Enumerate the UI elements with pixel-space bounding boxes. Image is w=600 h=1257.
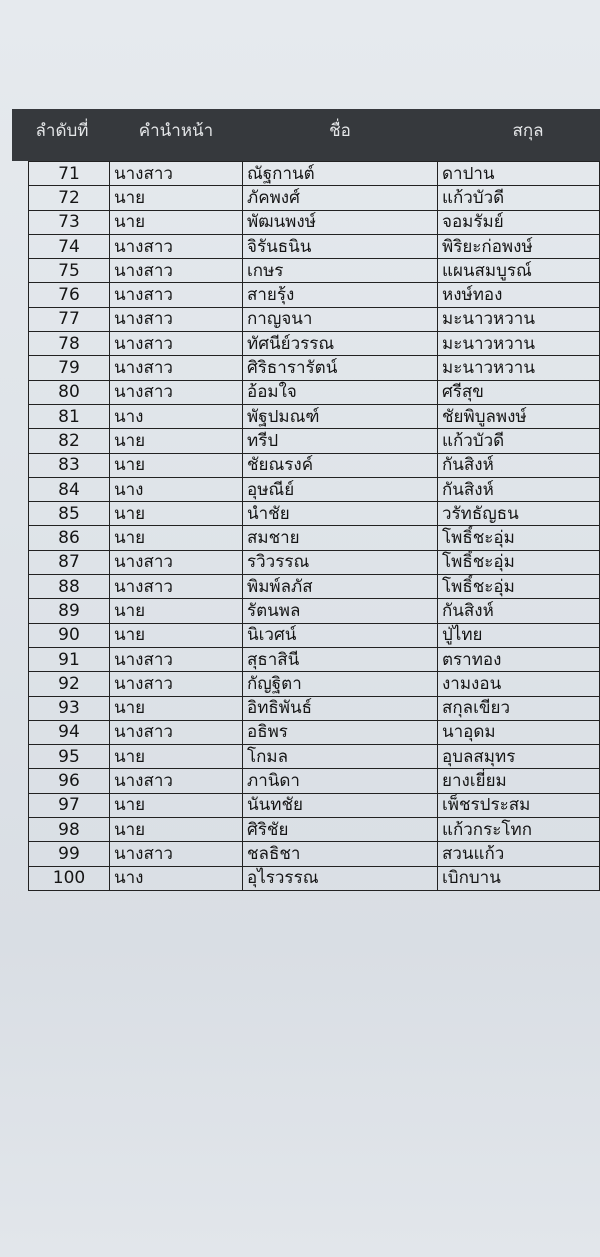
row-first-name: เกษร [243, 259, 438, 283]
table-row [29, 259, 600, 283]
row-number: 99 [29, 842, 110, 866]
row-first-name: ทัศนีย์วรรณ [243, 332, 438, 356]
table-row [29, 307, 600, 331]
row-first-name: รัตนพล [243, 599, 438, 623]
row-first-name: ชัยณรงค์ [243, 453, 438, 477]
table-row [29, 647, 600, 671]
row-last-name: กันสิงห์ [438, 477, 600, 501]
table-row [29, 234, 600, 258]
row-number: 81 [29, 404, 110, 428]
row-number: 71 [29, 162, 110, 186]
row-first-name: ทรีป [243, 429, 438, 453]
table-row [29, 429, 600, 453]
row-number: 75 [29, 259, 110, 283]
table-row [29, 720, 600, 744]
row-first-name: ศิริชัย [243, 818, 438, 842]
table-header [12, 109, 600, 161]
table-row [29, 404, 600, 428]
row-prefix: นาง [110, 866, 243, 890]
row-number: 73 [29, 210, 110, 234]
row-prefix: นาย [110, 186, 243, 210]
row-number: 87 [29, 550, 110, 574]
row-first-name: นันทชัย [243, 793, 438, 817]
table-row [29, 453, 600, 477]
row-number: 96 [29, 769, 110, 793]
table-row [29, 842, 600, 866]
row-last-name: แก้วบัวดี [438, 186, 600, 210]
header-first-name: ชื่อ [329, 121, 351, 141]
row-first-name: ภัคพงศ์ [243, 186, 438, 210]
row-number: 84 [29, 477, 110, 501]
row-last-name: ปู่ไทย [438, 623, 600, 647]
row-prefix: นาย [110, 696, 243, 720]
row-prefix: นาย [110, 429, 243, 453]
row-number: 97 [29, 793, 110, 817]
row-number: 85 [29, 502, 110, 526]
table-row [29, 575, 600, 599]
table-row [29, 210, 600, 234]
table-row [29, 162, 600, 186]
row-first-name: พัฐปมณฑ์ [243, 404, 438, 428]
row-number: 78 [29, 332, 110, 356]
row-last-name: เพ็ชรประสม [438, 793, 600, 817]
row-first-name: นิเวศน์ [243, 623, 438, 647]
row-first-name: จิรันธนิน [243, 234, 438, 258]
row-last-name: จอมรัมย์ [438, 210, 600, 234]
row-number: 95 [29, 745, 110, 769]
name-list-sheet [12, 109, 600, 891]
row-last-name: อุบลสมุทร [438, 745, 600, 769]
row-first-name: กาญจนา [243, 307, 438, 331]
table-row [29, 769, 600, 793]
table-row [29, 502, 600, 526]
row-number: 86 [29, 526, 110, 550]
row-last-name: นาอุดม [438, 720, 600, 744]
row-first-name: อ้อมใจ [243, 380, 438, 404]
table-row [29, 793, 600, 817]
row-number: 90 [29, 623, 110, 647]
row-number: 74 [29, 234, 110, 258]
row-prefix: นางสาว [110, 259, 243, 283]
row-first-name: ณัฐกานต์ [243, 162, 438, 186]
row-last-name: มะนาวหวาน [438, 356, 600, 380]
table-row [29, 332, 600, 356]
row-first-name: กัญฐิตา [243, 672, 438, 696]
row-number: 76 [29, 283, 110, 307]
row-last-name: แก้วกระโทก [438, 818, 600, 842]
row-first-name: นำชัย [243, 502, 438, 526]
row-first-name: ภานิดา [243, 769, 438, 793]
row-last-name: ชัยพิบูลพงษ์ [438, 404, 600, 428]
row-first-name: พัฒนพงษ์ [243, 210, 438, 234]
row-first-name: สุธาสินี [243, 647, 438, 671]
row-number: 94 [29, 720, 110, 744]
row-last-name: แผนสมบูรณ์ [438, 259, 600, 283]
table-row [29, 623, 600, 647]
row-prefix: นาย [110, 793, 243, 817]
header-prefix: คำนำหน้า [138, 121, 214, 141]
row-last-name: ยางเยี่ยม [438, 769, 600, 793]
row-last-name: แก้วบัวดี [438, 429, 600, 453]
row-prefix: นาย [110, 599, 243, 623]
table-row [29, 818, 600, 842]
row-prefix: นางสาว [110, 380, 243, 404]
row-last-name: ตราทอง [438, 647, 600, 671]
row-number: 98 [29, 818, 110, 842]
row-last-name: สวนแก้ว [438, 842, 600, 866]
row-last-name: พิริยะก่อพงษ์ [438, 234, 600, 258]
table-row [29, 696, 600, 720]
row-prefix: นาย [110, 210, 243, 234]
row-first-name: สมชาย [243, 526, 438, 550]
row-prefix: นางสาว [110, 234, 243, 258]
row-first-name: สายรุ้ง [243, 283, 438, 307]
row-first-name: อิทธิพันธ์ [243, 696, 438, 720]
row-number: 77 [29, 307, 110, 331]
name-table [28, 161, 600, 891]
table-row [29, 186, 600, 210]
row-prefix: นางสาว [110, 283, 243, 307]
row-last-name: โพธิ์ชะอุ่ม [438, 575, 600, 599]
row-first-name: อุไรวรรณ [243, 866, 438, 890]
row-last-name: ศรีสุข [438, 380, 600, 404]
row-last-name: สกุลเขียว [438, 696, 600, 720]
row-prefix: นางสาว [110, 769, 243, 793]
row-last-name: มะนาวหวาน [438, 307, 600, 331]
row-prefix: นาย [110, 453, 243, 477]
row-number: 72 [29, 186, 110, 210]
table-row [29, 550, 600, 574]
table-row [29, 745, 600, 769]
row-prefix: นาย [110, 502, 243, 526]
row-last-name: โพธิ์ชะอุ่ม [438, 526, 600, 550]
row-prefix: นางสาว [110, 356, 243, 380]
row-last-name: โพธิ์ชะอุ่ม [438, 550, 600, 574]
table-row [29, 526, 600, 550]
row-prefix: นางสาว [110, 550, 243, 574]
row-first-name: พิมพ์ลภัส [243, 575, 438, 599]
table-row [29, 380, 600, 404]
header-order: ลำดับที่ [35, 121, 89, 141]
row-number: 91 [29, 647, 110, 671]
row-first-name: ศิริธารารัตน์ [243, 356, 438, 380]
row-last-name: กันสิงห์ [438, 599, 600, 623]
row-number: 92 [29, 672, 110, 696]
table-row [29, 356, 600, 380]
row-prefix: นางสาว [110, 332, 243, 356]
header-last-name: สกุล [512, 121, 544, 141]
row-first-name: ชลธิชา [243, 842, 438, 866]
row-number: 82 [29, 429, 110, 453]
row-last-name: เบิกบาน [438, 866, 600, 890]
row-number: 89 [29, 599, 110, 623]
row-number: 88 [29, 575, 110, 599]
table-row [29, 477, 600, 501]
row-last-name: กันสิงห์ [438, 453, 600, 477]
row-first-name: อุษณีย์ [243, 477, 438, 501]
row-number: 83 [29, 453, 110, 477]
row-first-name: รวิวรรณ [243, 550, 438, 574]
table-row [29, 599, 600, 623]
row-last-name: มะนาวหวาน [438, 332, 600, 356]
row-number: 80 [29, 380, 110, 404]
row-last-name: งามงอน [438, 672, 600, 696]
row-number: 79 [29, 356, 110, 380]
row-prefix: นางสาว [110, 842, 243, 866]
table-row [29, 866, 600, 890]
row-last-name: วรัทธัญธน [438, 502, 600, 526]
row-prefix: นาง [110, 477, 243, 501]
table-row [29, 283, 600, 307]
row-first-name: อธิพร [243, 720, 438, 744]
row-prefix: นางสาว [110, 647, 243, 671]
row-prefix: นางสาว [110, 307, 243, 331]
row-prefix: นางสาว [110, 720, 243, 744]
row-prefix: นาย [110, 818, 243, 842]
row-prefix: นาย [110, 623, 243, 647]
row-prefix: นาย [110, 526, 243, 550]
row-prefix: นาย [110, 745, 243, 769]
row-number: 100 [29, 866, 110, 890]
row-prefix: นางสาว [110, 575, 243, 599]
row-prefix: นางสาว [110, 162, 243, 186]
row-last-name: ดาปาน [438, 162, 600, 186]
row-prefix: นาง [110, 404, 243, 428]
table-row [29, 672, 600, 696]
row-first-name: โกมล [243, 745, 438, 769]
row-number: 93 [29, 696, 110, 720]
row-prefix: นางสาว [110, 672, 243, 696]
row-last-name: หงษ์ทอง [438, 283, 600, 307]
